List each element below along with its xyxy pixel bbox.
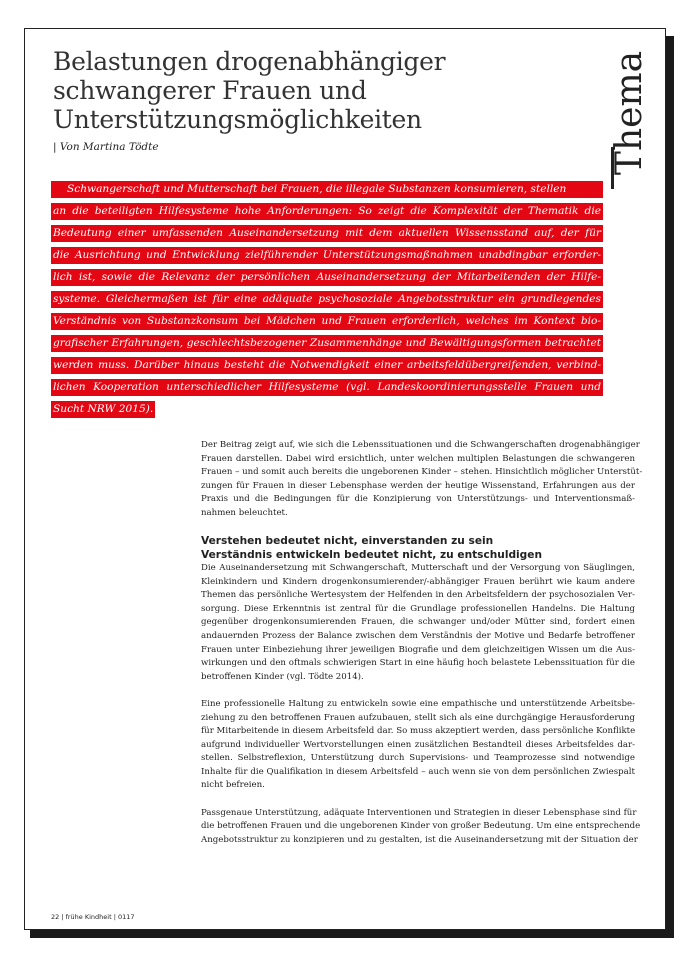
text-line: Frauen – und somit auch bereits die ungeborenen Kinder – stehen. Hinsichtlich möglicher Unterstüt-	[201, 467, 643, 478]
text-line: Passgenaue Unterstützung, adäquate Interventionen und Strategien in dieser Lebensphase sind für	[201, 807, 637, 818]
article-body	[201, 439, 643, 861]
lead-line: grafischer Erfahrungen, geschlechtsbezogener Zusammenhänge und Bewältigungsformen betrachtet	[51, 335, 603, 352]
article-title	[53, 47, 533, 134]
lead-line: systeme. Gleichermaßen ist für eine adäquate psychosoziale Angebotsstruktur ein grundlegendes	[51, 291, 603, 308]
text-line: für Mitarbeitende in diesem Arbeitsfeld dar. So muss akzeptiert werden, dass persönliche Konflikte	[201, 726, 636, 737]
heading-line: Verständnis entwickeln bedeutet nicht, zu entschuldigen	[201, 549, 542, 562]
text-line: stellen. Selbstreflexion, Unterstützung durch Supervisions- und Teamprozesse sind notwendige	[201, 753, 635, 764]
lead-line: Bedeutung einer umfassenden Auseinandersetzung mit dem aktuellen Wissensstand auf, der für	[51, 225, 603, 242]
text-line: die betroffenen Frauen und die ungeborenen Kinder von großer Bedeutung. Um eine entsprechende	[201, 821, 641, 832]
text-line: sorgung. Diese Erkenntnis ist zentral für die Grundlage professionellen Handelns. Die Haltung	[201, 603, 635, 614]
text-line: wirkungen und den oftmals schwierigen Start in eine häufig hoch belastete Lebenssituation für die	[201, 658, 635, 669]
text-line: Angebotsstruktur zu konzipieren und zu gestalten, ist die Auseinandersetzung mit der Situation der	[201, 834, 638, 845]
title-line: Belastungen drogenabhängiger	[53, 47, 446, 76]
body-paragraph	[201, 698, 635, 793]
article-author: | Von Martina Tödte	[53, 141, 159, 153]
body-paragraph	[201, 562, 635, 684]
lead-line: lichen Kooperation unterschiedlicher Hilfesysteme (vgl. Landeskoordinierungsstelle Frauen und	[51, 379, 603, 396]
text-line: Der Beitrag zeigt auf, wie sich die Lebenssituationen und die Schwangerschaften drogenabhängiger	[201, 440, 640, 450]
text-line: aufgrund individueller Wertvorstellungen einen zusätzlichen Bestandteil dieses Arbeitsfeldes dar-	[201, 739, 635, 750]
text-line: Kleinkindern und Kindern drogenkonsumierender/-abhängiger Frauen berührt wie kaum andere	[201, 576, 635, 587]
body-paragraph	[201, 807, 641, 848]
section-label-text: Thema	[609, 50, 650, 176]
text-line: nahmen beleuchtet.	[201, 507, 288, 518]
title-line: schwangerer Frauen und	[53, 76, 367, 105]
heading-line: Verstehen bedeutet nicht, einverstanden zu sein	[201, 535, 494, 548]
text-line: andauernden Prozess der Balance zwischen dem Verständnis der Motive und Bedarfe betroffener	[201, 631, 635, 642]
text-line: gegenüber drogenkonsumierenden Frauen, die schwanger und/oder Mütter sind, fordert einen	[201, 617, 635, 628]
lead-line: Sucht NRW 2015).	[51, 401, 155, 418]
lead-paragraph	[51, 177, 603, 419]
lead-line: an die beteiligten Hilfesysteme hohe Anforderungen: So zeigt die Komplexität der Thematik die	[51, 203, 603, 220]
text-line: Praxis und die Bedingungen für die Konzipierung von Unterstützungs- und Interventionsmaß-	[201, 494, 635, 505]
text-line: Frauen unter Einbeziehung ihrer jeweiligen Biografie und dem gleichzeitigen Wissen um die Aus-	[201, 644, 635, 655]
title-line: Unterstützungsmöglichkeiten	[53, 105, 422, 134]
text-line: betroffenen Kinder (vgl. Tödte 2014).	[201, 671, 364, 682]
text-line: Frauen darstellen. Dabei wird ersichtlich, unter welchen multiplen Belastungen die schwangeren	[201, 453, 635, 464]
lead-line: werden muss. Darüber hinaus besteht die Notwendigkeit einer arbeitsfeldübergreifenden, verbind-	[51, 357, 603, 374]
text-line: nicht befreien.	[201, 780, 265, 791]
lead-line: Schwangerschaft und Mutterschaft bei Frauen, die illegale Substanzen konsumieren, stellen	[51, 181, 603, 198]
intro-paragraph	[201, 439, 643, 521]
lead-line: Verständnis von Substanzkonsum bei Mädchen und Frauen erforderlich, welches im Kontext bio-	[51, 313, 603, 330]
lead-line: lich ist, sowie die Relevanz der persönlichen Auseinandersetzung der Mitarbeitenden der Hilfe-	[51, 269, 603, 286]
section-heading	[201, 534, 635, 562]
section-label	[607, 37, 653, 187]
text-line: Eine professionelle Haltung zu entwickeln sowie eine empathische und unterstützende Arbeitsbe-	[201, 698, 635, 709]
magazine-page	[24, 28, 666, 930]
text-line: Die Auseinandersetzung mit Schwangerschaft, Mutterschaft und der Versorgung von Säuglingen,	[201, 563, 635, 574]
lead-line: die Ausrichtung und Entwicklung zielführender Unterstützungsmaßnahmen unabdingbar erforder-	[51, 247, 603, 264]
text-line: ziehung zu den betroffenen Frauen aufzubauen, stellt sich als eine durchgängige Herausforderung	[201, 712, 635, 723]
text-line: zungen für Frauen in dieser Lebensphase werden der heutige Wissenstand, Erfahrungen aus der	[201, 480, 635, 491]
text-line: Themen das persönliche Wertesystem der Helfenden in den Arbeitsfeldern der psychosozialen Ver-	[201, 590, 635, 601]
text-line: Inhalte für die Qualifikation in diesem Arbeitsfeld – auch wenn sie von dem persönlichen Zwiespalt	[201, 766, 635, 777]
page-footer: 22 | frühe Kindheit | 0117	[51, 913, 135, 921]
